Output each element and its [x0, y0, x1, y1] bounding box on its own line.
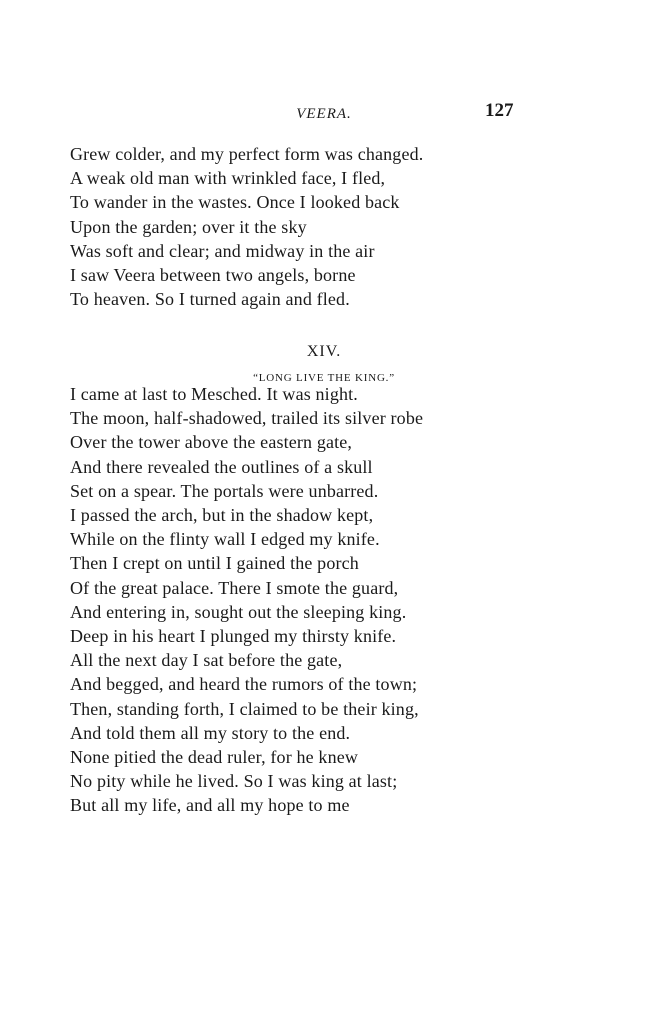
verse-line: I came at last to Mesched. It was night. — [70, 384, 358, 404]
verse-line: The moon, half-shadowed, trailed its silver robe — [70, 408, 424, 429]
verse-line: To wander in the wastes. Once I looked back — [70, 192, 400, 213]
verse-line: A weak old man with wrinkled face, I fled, — [70, 168, 386, 189]
running-title: VEERA. — [296, 106, 352, 122]
stanza-1 — [70, 142, 590, 311]
verse-line: To heaven. So I turned again and fled. — [70, 289, 350, 310]
verse-line: Then, standing forth, I claimed to be their king, — [70, 698, 419, 719]
verse-line: Upon the garden; over it the sky — [70, 216, 307, 237]
verse-line: While on the flinty wall I edged my knife. — [70, 529, 380, 550]
verse-line: And entering in, sought out the sleeping king. — [70, 601, 407, 622]
verse-line: Then I crept on until I gained the porch — [70, 553, 359, 574]
verse-line: Deep in his heart I plunged my thirsty knife. — [70, 626, 397, 647]
verse-line: No pity while he lived. So I was king at last; — [70, 771, 398, 792]
verse-line: I saw Veera between two angels, borne — [70, 265, 356, 286]
verse-line: Over the tower above the eastern gate, — [70, 432, 353, 453]
page-number: 127 — [485, 100, 514, 121]
verse-line: None pitied the dead ruler, for he knew — [70, 747, 359, 768]
stanza-2 — [70, 382, 590, 818]
verse-line: Set on a spear. The portals were unbarred. — [70, 480, 379, 501]
verse-line: Of the great palace. There I smote the guard, — [70, 577, 399, 598]
section-title: “LONG LIVE THE KING.” — [253, 372, 395, 384]
verse-line: Was soft and clear; and midway in the air — [70, 240, 375, 261]
verse-line: And there revealed the outlines of a skull — [70, 456, 373, 477]
section-number: XIV. — [306, 343, 342, 360]
verse-line: But all my life, and all my hope to me — [70, 795, 350, 816]
verse-line: And told them all my story to the end. — [70, 722, 351, 743]
verse-line: All the next day I sat before the gate, — [70, 650, 343, 671]
running-head — [0, 100, 648, 130]
verse-line: And begged, and heard the rumors of the town; — [70, 674, 418, 695]
verse-line: Grew colder, and my perfect form was changed. — [70, 144, 424, 164]
verse-line: I passed the arch, but in the shadow kept, — [70, 505, 374, 526]
